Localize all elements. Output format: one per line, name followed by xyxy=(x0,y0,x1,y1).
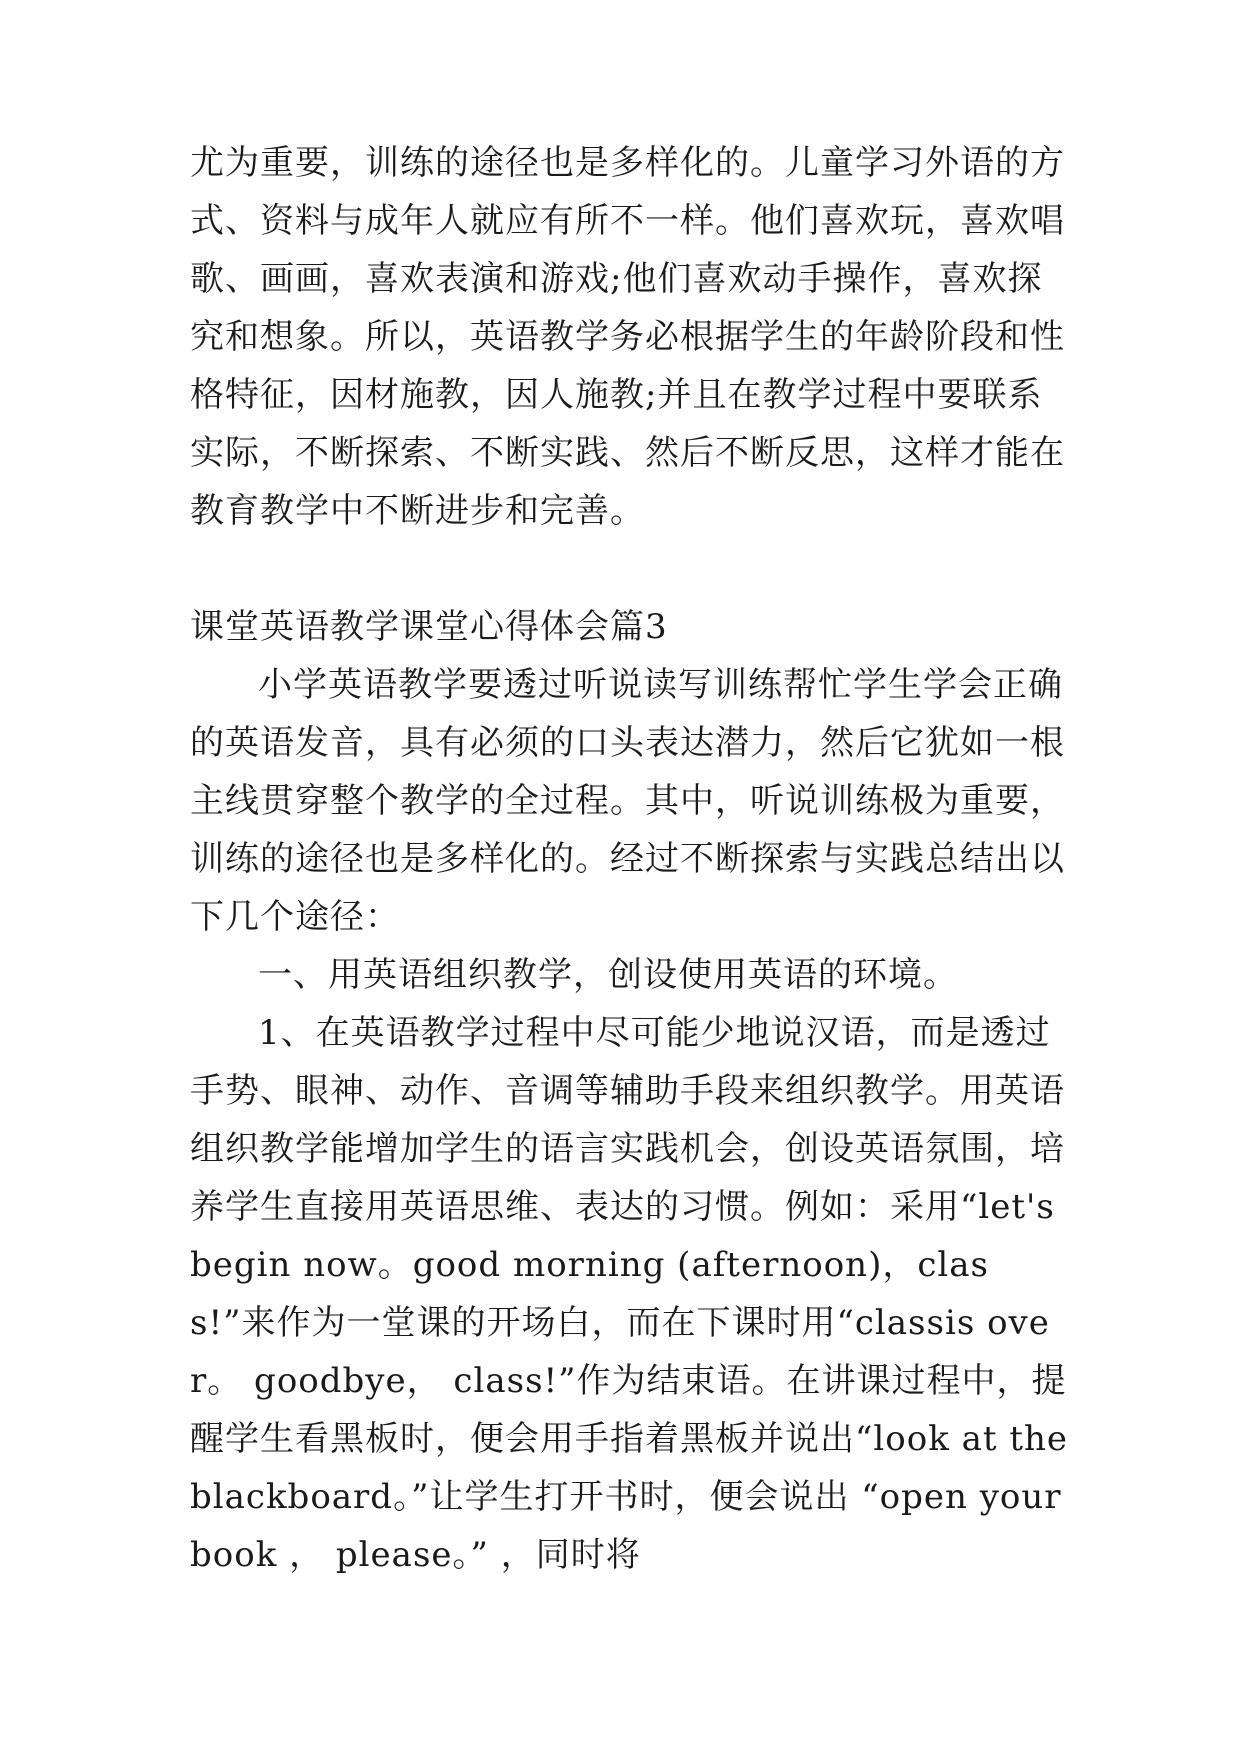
paragraph-point-one: 一、用英语组织教学，创设使用英语的环境。 xyxy=(258,955,958,995)
paragraph-item-one: 1、在英语教学过程中尽可能少地说汉语，而是透过手势、眼神、动作、音调等辅助手段来组织教学。用英语组织教学能增加学生的语言实践机会，创设英语氛围，培养学生直接用英语思维、表达的习惯。例如：采用“let's begin now。good morning (afternoon)，class!”来作为一堂课的开场白，而在下课时用“classis over。 goodbye， class!”作为结束语。在讲课过程中，提醒学生看黑板时，便会用手指着黑板并说出“look at theblackboard。”让学生打开书时，便会说出 “open your book ， please。” ，同时将 xyxy=(190,1013,1074,1575)
section-heading: 课堂英语教学课堂心得体会篇3 xyxy=(190,607,668,647)
document-body xyxy=(190,134,1074,1584)
paragraph-intro: 小学英语教学要透过听说读写训练帮忙学生学会正确的英语发音，具有必须的口头表达潜力，然后它犹如一根主线贯穿整个教学的全过程。其中，听说训练极为重要，训练的途径也是多样化的。经过不断探索与实践总结出以下几个途径： xyxy=(190,665,1065,937)
paragraph-continued: 尤为重要，训练的途径也是多样化的。儿童学习外语的方式、资料与成年人就应有所不一样。他们喜欢玩，喜欢唱歌、画画，喜欢表演和游戏;他们喜欢动手操作，喜欢探究和想象。所以，英语教学务必根据学生的年龄阶段和性格特征，因材施教，因人施教;并且在教学过程中要联系实际，不断探索、不断实践、然后不断反思，这样才能在教育教学中不断进步和完善。 xyxy=(190,143,1065,531)
